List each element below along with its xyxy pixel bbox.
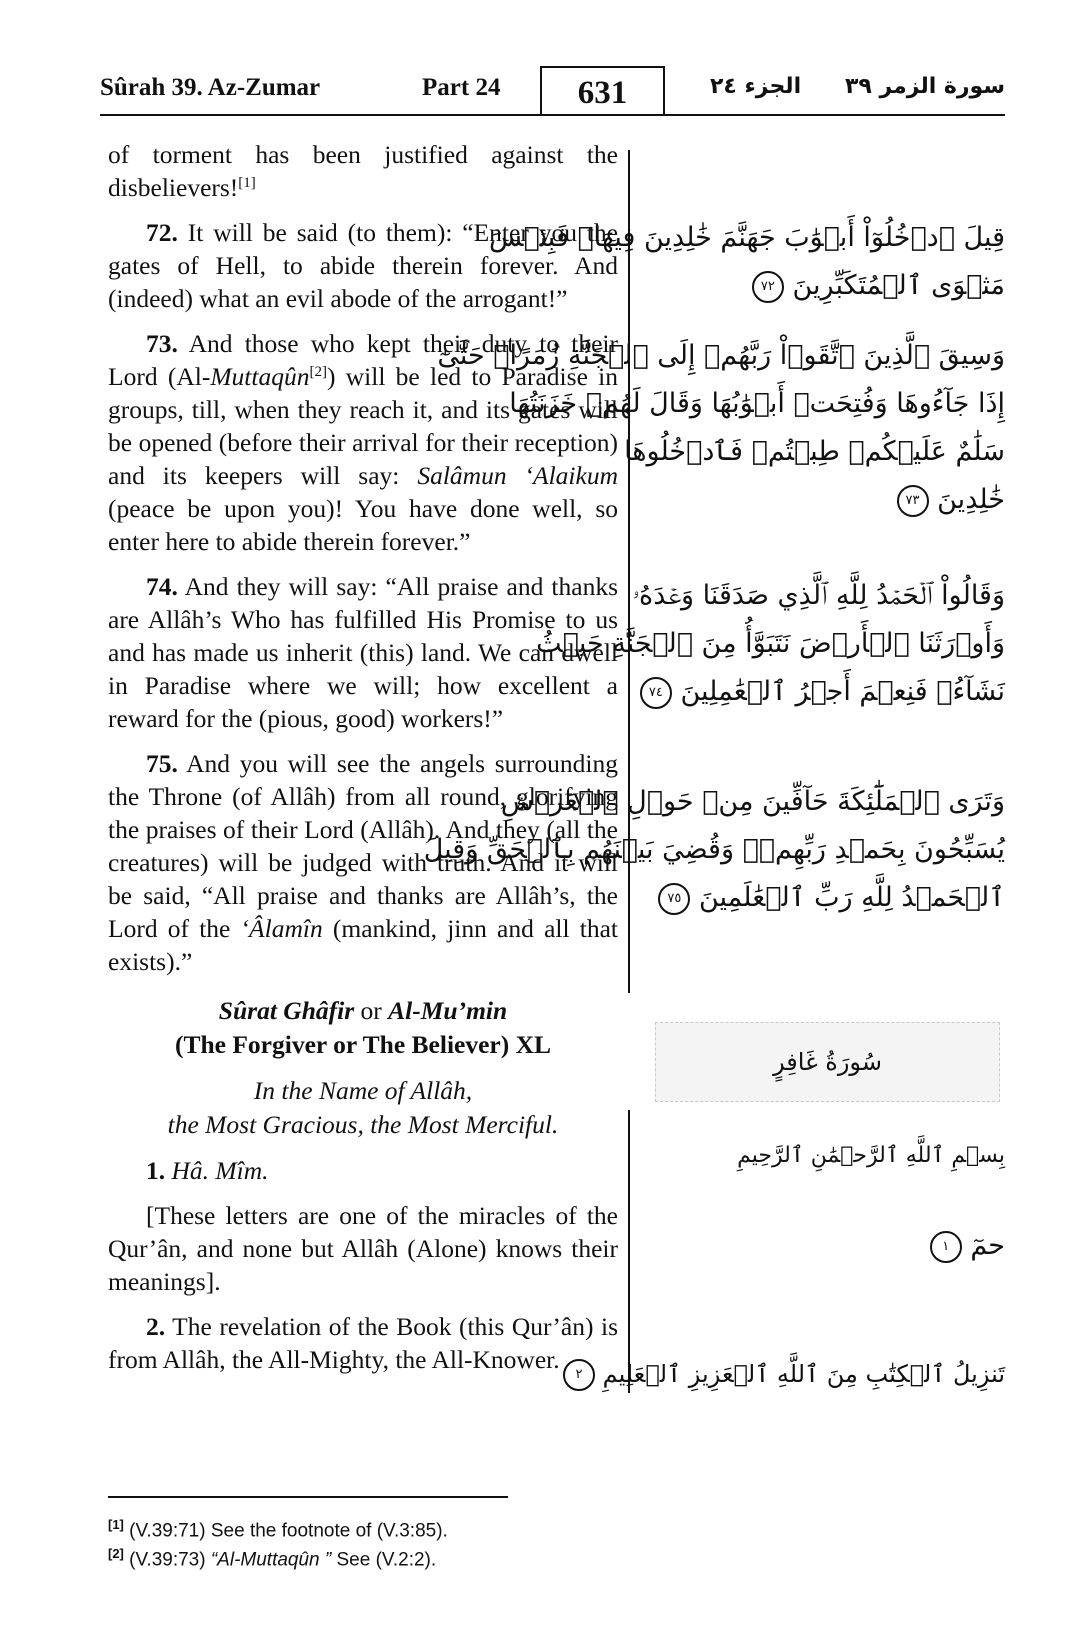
page-header (100, 62, 1005, 116)
part-label-english: Part 24 (422, 74, 501, 101)
verse-75-english: 75. And you will see the angels surrounding the Throne (of Allâh) from all round, glorifying the praises of their Lord (Allâh). And they (all the creatures) will be judged with truth. And it will be said, “All praise and thanks are Allâh’s, the Lord of the ‘Âlamîn (mankind, jinn and all that exists).” (108, 749, 618, 976)
verse-number: 1. (146, 1156, 166, 1185)
verse-73-arabic: وَسِيقَ ٱلَّذِينَ ٱتَّقَوۡاْ رَبَّهُمۡ إِلَى ٱلۡجَنَّةِ زُمَرًاۖ حَتَّىٰٓ إِذَا جَآءُوهَا وَفُتِحَتۡ أَبۡوَٰبُهَا وَقَالَ لَهُمۡ خَزَنَتُهَا سَلَٰمٌ عَلَيۡكُمۡ طِبۡتُمۡ فَٱدۡخُلُوهَا خَٰلِدِينَ ٧٣ (437, 340, 1005, 515)
verse-73-english: 73. And those who kept their duty to their Lord (Al-Muttaqûn[2]) will be led to Paradise in groups, till, when they reach it, and its gates will be opened (before their arrival for their reception) and its keepers will say: Salâmun ‘Alaikum (peace be upon you)! You have done well, so enter here to abide therein forever.” (108, 329, 618, 556)
verse-number: 75. (146, 749, 178, 778)
explanatory-note: [These letters are one of the miracles of the Qur’ân, and none but Allâh (Alone) knows their meanings]. (108, 1201, 618, 1296)
ayah-end-marker: ٧٣ (897, 485, 929, 517)
verse-72-english: 72. It will be said (to them): “Enter you the gates of Hell, to abide therein forever. And (indeed) what an evil abode of the arrogant!” (108, 218, 618, 313)
surah-subtitle: (The Forgiver or The Believer) XL (174, 1030, 552, 1059)
verse-72-arabic: قِيلَ ٱدۡخُلُوٓاْ أَبۡوَٰبَ جَهَنَّمَ خَٰلِدِينَ فِيهَاۖ فَبِئۡسَ مَثۡوَى ٱلۡمُتَكَبِّرِينَ ٧٢ (489, 222, 1005, 301)
verse-75-arabic: وَتَرَى ٱلۡمَلَٰٓئِكَةَ حَآفِّينَ مِنۡ حَوۡلِ ٱلۡعَرۡشِ يُسَبِّحُونَ بِحَمۡدِ رَبِّهِمۡۚ وَقُضِيَ بَيۡنَهُم بِٱلۡحَقِّ وَقِيلَ ٱلۡحَمۡدُ لِلَّهِ رَبِّ ٱلۡعَٰلَمِينَ ٧٥ (423, 786, 1005, 913)
footnote-rule (108, 1496, 508, 1498)
surah-title-english: Sûrah 39. Az-Zumar (100, 74, 321, 101)
ayah-end-marker: ٢ (563, 1359, 595, 1391)
verse-number: 73. (146, 329, 178, 358)
surah-banner-arabic: سُورَةُ غَافِرٍ (655, 1022, 1000, 1102)
basmala-arabic: بِسۡمِ ٱللَّهِ ٱلرَّحۡمَٰنِ ٱلرَّحِيمِ (737, 1143, 1005, 1168)
basmala-english-line1: In the Name of Allâh, (253, 1076, 473, 1105)
part-label-arabic: الجزء ٢٤ (710, 74, 802, 99)
footnote-2: [2] (V.39:73) “Al-Muttaqûn ” See (V.2:2). (108, 1546, 437, 1571)
verse-71-continuation: of torment has been justified against the disbelievers![1] (108, 140, 618, 202)
ayah-end-marker: ٧٥ (658, 883, 690, 915)
verse-74-english: 74. And they will say: “All praise and thanks are Allâh’s Who has fulfilled His Promise to us and has made us inherit (this) land. We can dwell in Paradise where we will; how excellent a reward for the (pious, good) workers!” (108, 572, 618, 733)
verse-74-arabic: وَقَالُواْ ٱلۡحَمۡدُ لِلَّهِ ٱلَّذِي صَدَقَنَا وَعۡدَهُۥ وَأَوۡرَثَنَا ٱلۡأَرۡضَ نَتَبَوَّأُ مِنَ ٱلۡجَنَّةِ حَيۡثُ نَشَآءُۖ فَنِعۡمَ أَجۡرُ ٱلۡعَٰمِلِينَ ٧٤ (536, 580, 1005, 707)
page-number: 631 (577, 75, 628, 111)
verse-2-arabic: تَنزِيلُ ٱلۡكِتَٰبِ مِنَ ٱللَّهِ ٱلۡعَزِيزِ ٱلۡعَلِيمِ ٢ (665, 1350, 1005, 1398)
verse-1-english: 1. Hâ. Mîm. (146, 1156, 269, 1185)
surah-title-arabic: سورة الزمر ٣٩ (844, 74, 1005, 99)
footnote-ref-1: [1] (238, 175, 256, 191)
page-number-box (540, 66, 665, 116)
basmala-english-line2: the Most Gracious, the Most Merciful. (167, 1110, 559, 1139)
verse-number: 74. (146, 572, 178, 601)
english-column (108, 138, 618, 1376)
surah-heading: Sûrat Ghâfir or Al-Mu’min (218, 996, 508, 1025)
verse-number: 2. (146, 1312, 166, 1341)
ayah-end-marker: ٧٤ (640, 677, 672, 709)
verse-2-english: 2. The revelation of the Book (this Qur’ân) is from Allâh, the All-Mighty, the All-Knower. (108, 1312, 618, 1374)
footnote-ref-2: [2] (309, 364, 327, 380)
footnote-1: [1] (V.39:71) See the footnote of (V.3:85). (108, 1517, 448, 1542)
header-rule (100, 114, 1005, 116)
verse-number: 72. (146, 218, 178, 247)
ayah-end-marker: ١ (930, 1231, 962, 1263)
ayah-end-marker: ٧٢ (752, 271, 784, 303)
verse-1-arabic: حمٓ ١ (665, 1222, 1005, 1270)
